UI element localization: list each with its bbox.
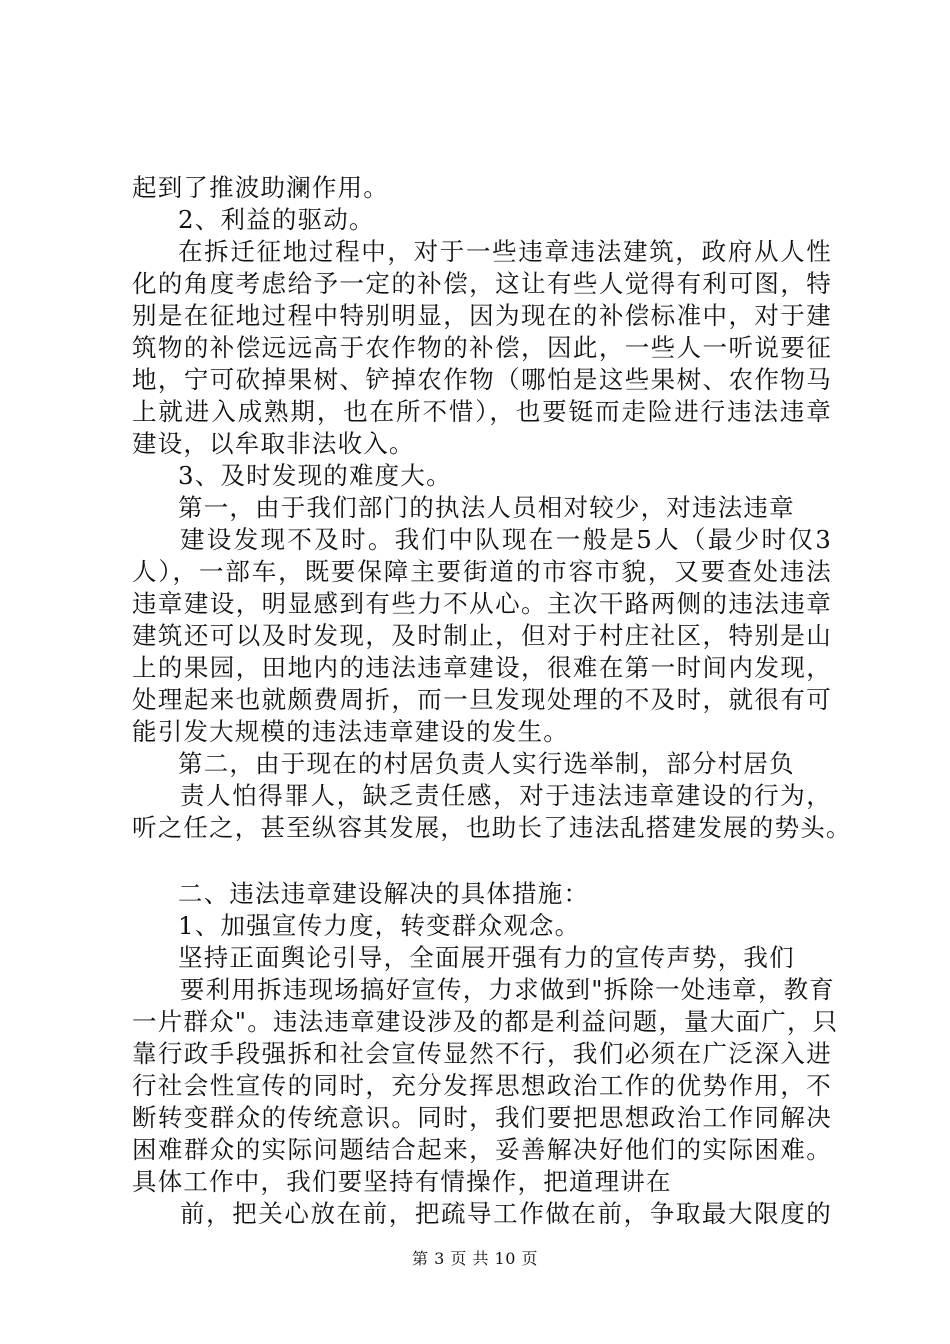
text-line: 建设发现不及时。我们中队现在一般是5人（最少时仅3 xyxy=(180,525,832,554)
text-line: 起到了推波助澜作用。 xyxy=(132,173,389,202)
text-line: 地，宁可砍掉果树、铲掉农作物（哪怕是这些果树、农作物马 xyxy=(132,365,832,394)
section-heading: 1、加强宣传力度，转变群众观念。 xyxy=(178,911,581,940)
text-line: 第二，由于现在的村居负责人实行选举制，部分村居负 xyxy=(178,749,795,778)
text-line: 听之任之，甚至纵容其发展，也助长了违法乱搭建发展的势头。 xyxy=(132,813,852,842)
text-line: 靠行政手段强拆和社会宣传显然不行，我们必须在广泛深入进 xyxy=(132,1039,832,1068)
text-line: 上就进入成熟期，也在所不惜），也要铤而走险进行违法违章 xyxy=(132,397,832,426)
text-line: 建设，以牟取非法收入。 xyxy=(132,429,415,458)
text-line: 要利用拆违现场搞好宣传，力求做到"拆除一处违章，教育 xyxy=(180,975,835,1004)
section-heading: 2、利益的驱动。 xyxy=(178,205,375,234)
text-line: 一片群众"。违法违章建设涉及的都是利益问题，量大面广，只 xyxy=(132,1007,839,1036)
text-line: 责人怕得罪人，缺乏责任感，对于违法违章建设的行为， xyxy=(180,781,832,810)
text-line: 人），一部车，既要保障主要街道的市容市貌，又要查处违法 xyxy=(132,557,832,586)
section-heading: 3、及时发现的难度大。 xyxy=(178,461,452,490)
text-line: 违章建设，明显感到有些力不从心。主次干路两侧的违法违章 xyxy=(132,589,832,618)
text-line: 具体工作中，我们要坚持有情操作，把道理讲在 xyxy=(132,1167,672,1196)
text-line: 化的角度考虑给予一定的补偿，这让有些人觉得有利可图，特 xyxy=(132,269,832,298)
text-line: 别是在征地过程中特别明显，因为现在的补偿标准中，对于建 xyxy=(132,301,832,330)
text-line: 处理起来也就颇费周折，而一旦发现处理的不及时，就很有可 xyxy=(132,685,832,714)
text-line: 建筑还可以及时发现，及时制止，但对于村庄社区，特别是山 xyxy=(132,621,832,650)
section-heading: 二、违法违章建设解决的具体措施： xyxy=(178,879,590,908)
text-line: 行社会性宣传的同时，充分发挥思想政治工作的优势作用，不 xyxy=(132,1071,832,1100)
page-number-footer: 第 3 页 共 10 页 xyxy=(412,1249,538,1268)
text-line: 断转变群众的传统意识。同时，我们要把思想政治工作同解决 xyxy=(132,1103,832,1132)
text-line: 第一，由于我们部门的执法人员相对较少，对违法违章 xyxy=(178,493,795,522)
text-line: 前，把关心放在前，把疏导工作做在前，争取最大限度的 xyxy=(180,1199,832,1228)
text-line: 在拆迁征地过程中，对于一些违章违法建筑，政府从人性 xyxy=(178,237,832,266)
text-line: 筑物的补偿远远高于农作物的补偿，因此，一些人一听说要征 xyxy=(132,333,832,362)
text-line: 坚持正面舆论引导，全面展开强有力的宣传声势，我们 xyxy=(178,943,795,972)
text-line: 上的果园，田地内的违法违章建设，很难在第一时间内发现， xyxy=(132,653,832,682)
text-line: 能引发大规模的违法违章建设的发生。 xyxy=(132,717,569,746)
text-line: 困难群众的实际问题结合起来，妥善解决好他们的实际困难。 xyxy=(132,1135,832,1164)
